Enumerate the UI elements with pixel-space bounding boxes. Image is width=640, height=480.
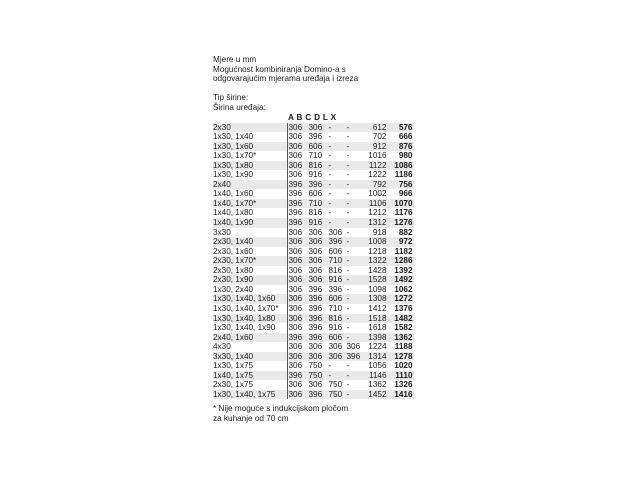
cell-x: 1182: [394, 246, 413, 256]
cell-c: 750: [328, 380, 343, 390]
cell-b: 306: [308, 246, 323, 256]
cell-b: 750: [308, 361, 323, 371]
table-row: [213, 170, 414, 180]
cell-l: 1106: [363, 199, 391, 209]
cell-l: 792: [363, 180, 391, 190]
cell-c: -: [328, 161, 346, 171]
cell-a: 306: [288, 323, 303, 333]
cell-a: 396: [287, 371, 308, 381]
footnote-line-2: za kuhanje od 70 cm: [213, 414, 289, 424]
cell-l: 1428: [368, 265, 387, 275]
cell-b: 306: [308, 342, 323, 352]
table-row: [213, 237, 414, 247]
cell-d: -: [346, 227, 350, 237]
cell-b: 606: [308, 142, 328, 152]
cell-l: 1056: [368, 361, 387, 371]
row-combination: 1x30, 1x40: [213, 132, 287, 142]
cell-b: 306: [308, 237, 328, 247]
cell-d: -: [346, 380, 350, 390]
row-combination: 1x40, 1x70*: [213, 199, 287, 209]
cell-x: 1188: [394, 342, 413, 352]
cell-d: -: [346, 208, 350, 218]
row-combination: 2x40, 1x60: [213, 333, 287, 343]
cell-b: 606: [308, 189, 323, 199]
cell-l: 1518: [363, 314, 391, 324]
table-row: [213, 294, 414, 304]
cell-x: 876: [391, 142, 414, 152]
combination-line-2: odgovarajućim mjerama uređaja i izreza: [213, 74, 359, 84]
col-header-c: C: [305, 112, 312, 122]
row-combination: 1x40, 1x80: [213, 208, 287, 218]
cell-x: 1062: [394, 284, 413, 294]
cell-b: 396: [308, 303, 323, 313]
cell-a: 306: [287, 142, 308, 152]
cell-l: 1212: [368, 208, 387, 218]
row-combination: 2x30: [213, 123, 287, 133]
cell-a: 306: [288, 265, 303, 275]
cell-c: 916: [328, 323, 343, 333]
cell-c: 750: [328, 390, 346, 400]
document: [213, 55, 443, 424]
cell-d: -: [346, 170, 350, 180]
table-row: [213, 333, 414, 343]
cell-a: 396: [287, 180, 308, 190]
cell-a: 306: [288, 151, 303, 161]
cell-x: 666: [398, 132, 413, 142]
cell-c: -: [328, 132, 332, 142]
cell-x: 1326: [394, 380, 413, 390]
cell-c: 306: [328, 342, 343, 352]
width-type-label: Tip širine:: [213, 93, 249, 103]
cell-a: 306: [287, 314, 308, 324]
row-combination: 1x30, 2x40: [213, 285, 287, 295]
cell-a: 306: [287, 294, 308, 304]
cell-d: -: [346, 294, 363, 304]
cell-b: 750: [308, 371, 328, 381]
cell-d: 396: [346, 352, 363, 362]
cell-a: 306: [287, 352, 308, 362]
table-row: [213, 314, 414, 324]
device-width-label: Širina uređaja:: [213, 102, 266, 112]
cell-a: 306: [287, 161, 308, 171]
row-combination: 3x30: [213, 228, 287, 238]
cell-d: 306: [346, 342, 361, 352]
row-combination: 1x30, 1x40, 1x70*: [213, 304, 287, 314]
col-header-l: L: [322, 112, 329, 122]
cell-l: 1314: [363, 352, 391, 362]
row-combination: 4x30: [213, 342, 287, 352]
cell-x: 1186: [394, 170, 413, 180]
cell-c: -: [328, 218, 346, 228]
cell-d: -: [346, 275, 363, 285]
cell-l: 1222: [368, 170, 387, 180]
cell-c: 816: [328, 314, 346, 324]
cell-b: 396: [308, 314, 328, 324]
cell-b: 396: [308, 294, 328, 304]
cell-l: 1002: [368, 189, 387, 199]
cell-a: 306: [287, 390, 308, 400]
cell-b: 306: [308, 275, 328, 285]
cell-x: 576: [391, 123, 414, 133]
cell-d: -: [346, 371, 363, 381]
cell-a: 306: [288, 303, 303, 313]
cell-c: 396: [328, 284, 343, 294]
cell-c: -: [328, 151, 332, 161]
cell-b: 396: [308, 323, 323, 333]
cell-d: -: [346, 361, 350, 371]
row-combination: 1x30, 1x40, 1x80: [213, 314, 287, 324]
cell-a: 306: [288, 170, 303, 180]
row-combination: 2x30, 1x60: [213, 247, 287, 257]
cell-l: 912: [363, 142, 391, 152]
cell-a: 306: [287, 275, 308, 285]
cell-x: 1286: [391, 256, 414, 266]
table-row: [213, 371, 414, 381]
dimensions-table: [213, 113, 414, 400]
row-combination: 2x30, 1x80: [213, 266, 287, 276]
cell-c: 306: [328, 227, 343, 237]
cell-l: 1218: [368, 246, 387, 256]
cell-l: 1322: [363, 256, 391, 266]
table-row: [213, 342, 414, 352]
cell-b: 306: [308, 265, 323, 275]
cell-c: 606: [328, 246, 343, 256]
cell-l: 1098: [368, 284, 387, 294]
cell-x: 882: [398, 227, 413, 237]
table-body: [213, 123, 414, 400]
combination-line: Mogućnost kombiniranja Domino-a s: [213, 64, 346, 74]
cell-c: -: [328, 371, 346, 381]
cell-x: 1278: [391, 352, 414, 362]
cell-c: 306: [328, 352, 346, 362]
cell-x: 1070: [391, 199, 414, 209]
cell-d: -: [346, 256, 363, 266]
cell-x: 972: [391, 237, 414, 247]
cell-a: 306: [288, 227, 303, 237]
cell-c: -: [328, 189, 332, 199]
footnote: [213, 404, 443, 423]
cell-x: 1110: [391, 371, 414, 381]
cell-b: 396: [308, 333, 328, 343]
cell-a: 306: [288, 132, 303, 142]
table-row: [213, 132, 414, 142]
cell-x: 1362: [391, 333, 414, 343]
cell-d: -: [346, 199, 363, 209]
table-row: [213, 352, 414, 362]
row-combination: 1x30, 1x40, 1x90: [213, 323, 287, 333]
cell-l: 702: [372, 132, 387, 142]
table-row: [213, 228, 414, 238]
cell-d: -: [346, 390, 363, 400]
cell-c: -: [328, 123, 346, 133]
cell-b: 306: [308, 123, 328, 133]
cell-x: 980: [398, 151, 413, 161]
cell-a: 306: [287, 237, 308, 247]
table-row: [213, 180, 414, 190]
cell-b: 396: [308, 180, 328, 190]
cell-x: 1376: [394, 303, 413, 313]
table-row: [213, 275, 414, 285]
row-combination: 2x30, 1x75: [213, 380, 287, 390]
cell-d: -: [346, 237, 363, 247]
row-combination: 2x30, 1x40: [213, 237, 287, 247]
cell-d: -: [346, 142, 363, 152]
row-combination: 1x30, 1x60: [213, 142, 287, 152]
table-row: [213, 266, 414, 276]
cell-x: 1272: [391, 294, 414, 304]
cell-x: 1482: [391, 314, 414, 324]
cell-l: 1008: [363, 237, 391, 247]
table-row: [213, 151, 414, 161]
cell-l: 1528: [363, 275, 391, 285]
row-combination: 1x30, 1x70*: [213, 151, 287, 161]
row-combination: 2x30, 1x70*: [213, 256, 287, 266]
cell-x: 1020: [394, 361, 413, 371]
cell-d: -: [346, 246, 350, 256]
cell-x: 1276: [391, 218, 414, 228]
cell-b: 306: [308, 256, 328, 266]
cell-c: 916: [328, 275, 346, 285]
cell-b: 816: [308, 208, 323, 218]
cell-b: 816: [308, 161, 328, 171]
cell-l: 1016: [368, 151, 387, 161]
cell-d: -: [346, 218, 363, 228]
table-row: [213, 247, 414, 257]
cell-l: 1452: [363, 390, 391, 400]
cell-c: 816: [328, 265, 343, 275]
cell-l: 1308: [363, 294, 391, 304]
cell-b: 396: [308, 132, 323, 142]
row-combination: 1x30, 1x75: [213, 361, 287, 371]
cell-a: 306: [288, 361, 303, 371]
cell-l: 1224: [368, 342, 387, 352]
table-header-row: [213, 113, 414, 123]
cell-d: -: [346, 180, 363, 190]
intro-text: [213, 55, 443, 113]
table-row: [213, 161, 414, 171]
cell-c: -: [328, 180, 346, 190]
row-combination: 1x40, 1x60: [213, 189, 287, 199]
cell-l: 1618: [368, 323, 387, 333]
cell-l: 1362: [368, 380, 387, 390]
cell-a: 396: [287, 333, 308, 343]
cell-b: 916: [308, 218, 328, 228]
cell-b: 916: [308, 170, 323, 180]
cell-c: 606: [328, 294, 346, 304]
row-combination: 1x40, 1x90: [213, 218, 287, 228]
cell-c: -: [328, 361, 332, 371]
cell-b: 396: [308, 390, 328, 400]
cell-d: -: [346, 265, 350, 275]
cell-l: 1398: [363, 333, 391, 343]
cell-c: 710: [328, 256, 346, 266]
row-combination: 1x30, 1x40, 1x60: [213, 294, 287, 304]
cell-a: 396: [288, 208, 303, 218]
table-row: [213, 380, 414, 390]
cell-a: 306: [287, 123, 308, 133]
cell-d: -: [346, 323, 350, 333]
cell-l: 1312: [363, 218, 391, 228]
cell-d: -: [346, 161, 363, 171]
cell-l: 1122: [363, 161, 391, 171]
row-combination: 1x40, 1x75: [213, 371, 287, 381]
table-row: [213, 123, 414, 133]
row-combination: 1x30, 1x40, 1x75: [213, 390, 287, 400]
row-combination: 2x40: [213, 180, 287, 190]
cell-x: 1492: [391, 275, 414, 285]
cell-a: 396: [287, 218, 308, 228]
units-line: Mjere u mm: [213, 55, 257, 64]
cell-a: 396: [288, 189, 303, 199]
cell-b: 306: [308, 227, 323, 237]
col-header-d: D: [314, 112, 321, 122]
table-row: [213, 208, 414, 218]
col-header-b: B: [296, 112, 303, 122]
cell-d: -: [346, 151, 350, 161]
table-row: [213, 285, 414, 295]
cell-x: 1392: [394, 265, 413, 275]
cell-d: -: [346, 123, 363, 133]
cell-x: 966: [398, 189, 413, 199]
cell-l: 1146: [363, 371, 391, 381]
cell-b: 306: [308, 352, 328, 362]
cell-x: 1086: [391, 161, 414, 171]
cell-c: -: [328, 199, 346, 209]
cell-x: 756: [391, 180, 414, 190]
table-row: [213, 361, 414, 371]
table-row: [213, 390, 414, 400]
cell-b: 710: [308, 199, 328, 209]
cell-d: -: [346, 333, 363, 343]
table-row: [213, 218, 414, 228]
table-row: [213, 323, 414, 333]
cell-d: -: [346, 303, 350, 313]
row-combination: 1x30, 1x80: [213, 161, 287, 171]
footnote-line-1: * Nije moguće s indukcijskom pločom: [213, 404, 349, 414]
col-header-a: A: [288, 112, 294, 122]
cell-a: 306: [288, 342, 303, 352]
col-header-x: X: [330, 112, 337, 122]
table-row: [213, 304, 414, 314]
table-row: [213, 256, 414, 266]
cell-x: 1416: [391, 390, 414, 400]
cell-a: 306: [288, 246, 303, 256]
cell-b: 306: [308, 380, 323, 390]
cell-l: 918: [372, 227, 387, 237]
cell-l: 612: [363, 123, 391, 133]
table-row: [213, 199, 414, 209]
cell-l: 1412: [368, 303, 387, 313]
cell-x: 1582: [394, 323, 413, 333]
table-row: [213, 142, 414, 152]
cell-c: -: [328, 208, 332, 218]
table-row: [213, 189, 414, 199]
cell-b: 396: [308, 284, 323, 294]
cell-a: 306: [288, 380, 303, 390]
cell-c: 710: [328, 303, 343, 313]
cell-c: 606: [328, 333, 346, 343]
cell-a: 306: [287, 256, 308, 266]
cell-x: 1176: [394, 208, 413, 218]
cell-a: 396: [287, 199, 308, 209]
cell-c: -: [328, 142, 346, 152]
row-combination: 3x30, 1x40: [213, 352, 287, 362]
column-headers: [287, 113, 414, 123]
row-combination: 1x30, 1x90: [213, 170, 287, 180]
cell-d: -: [346, 284, 350, 294]
cell-d: -: [346, 189, 350, 199]
cell-c: -: [328, 170, 332, 180]
cell-a: 306: [288, 284, 303, 294]
cell-c: 396: [328, 237, 346, 247]
cell-d: -: [346, 314, 363, 324]
cell-d: -: [346, 132, 350, 142]
row-combination: 2x30, 1x90: [213, 275, 287, 285]
cell-b: 710: [308, 151, 323, 161]
